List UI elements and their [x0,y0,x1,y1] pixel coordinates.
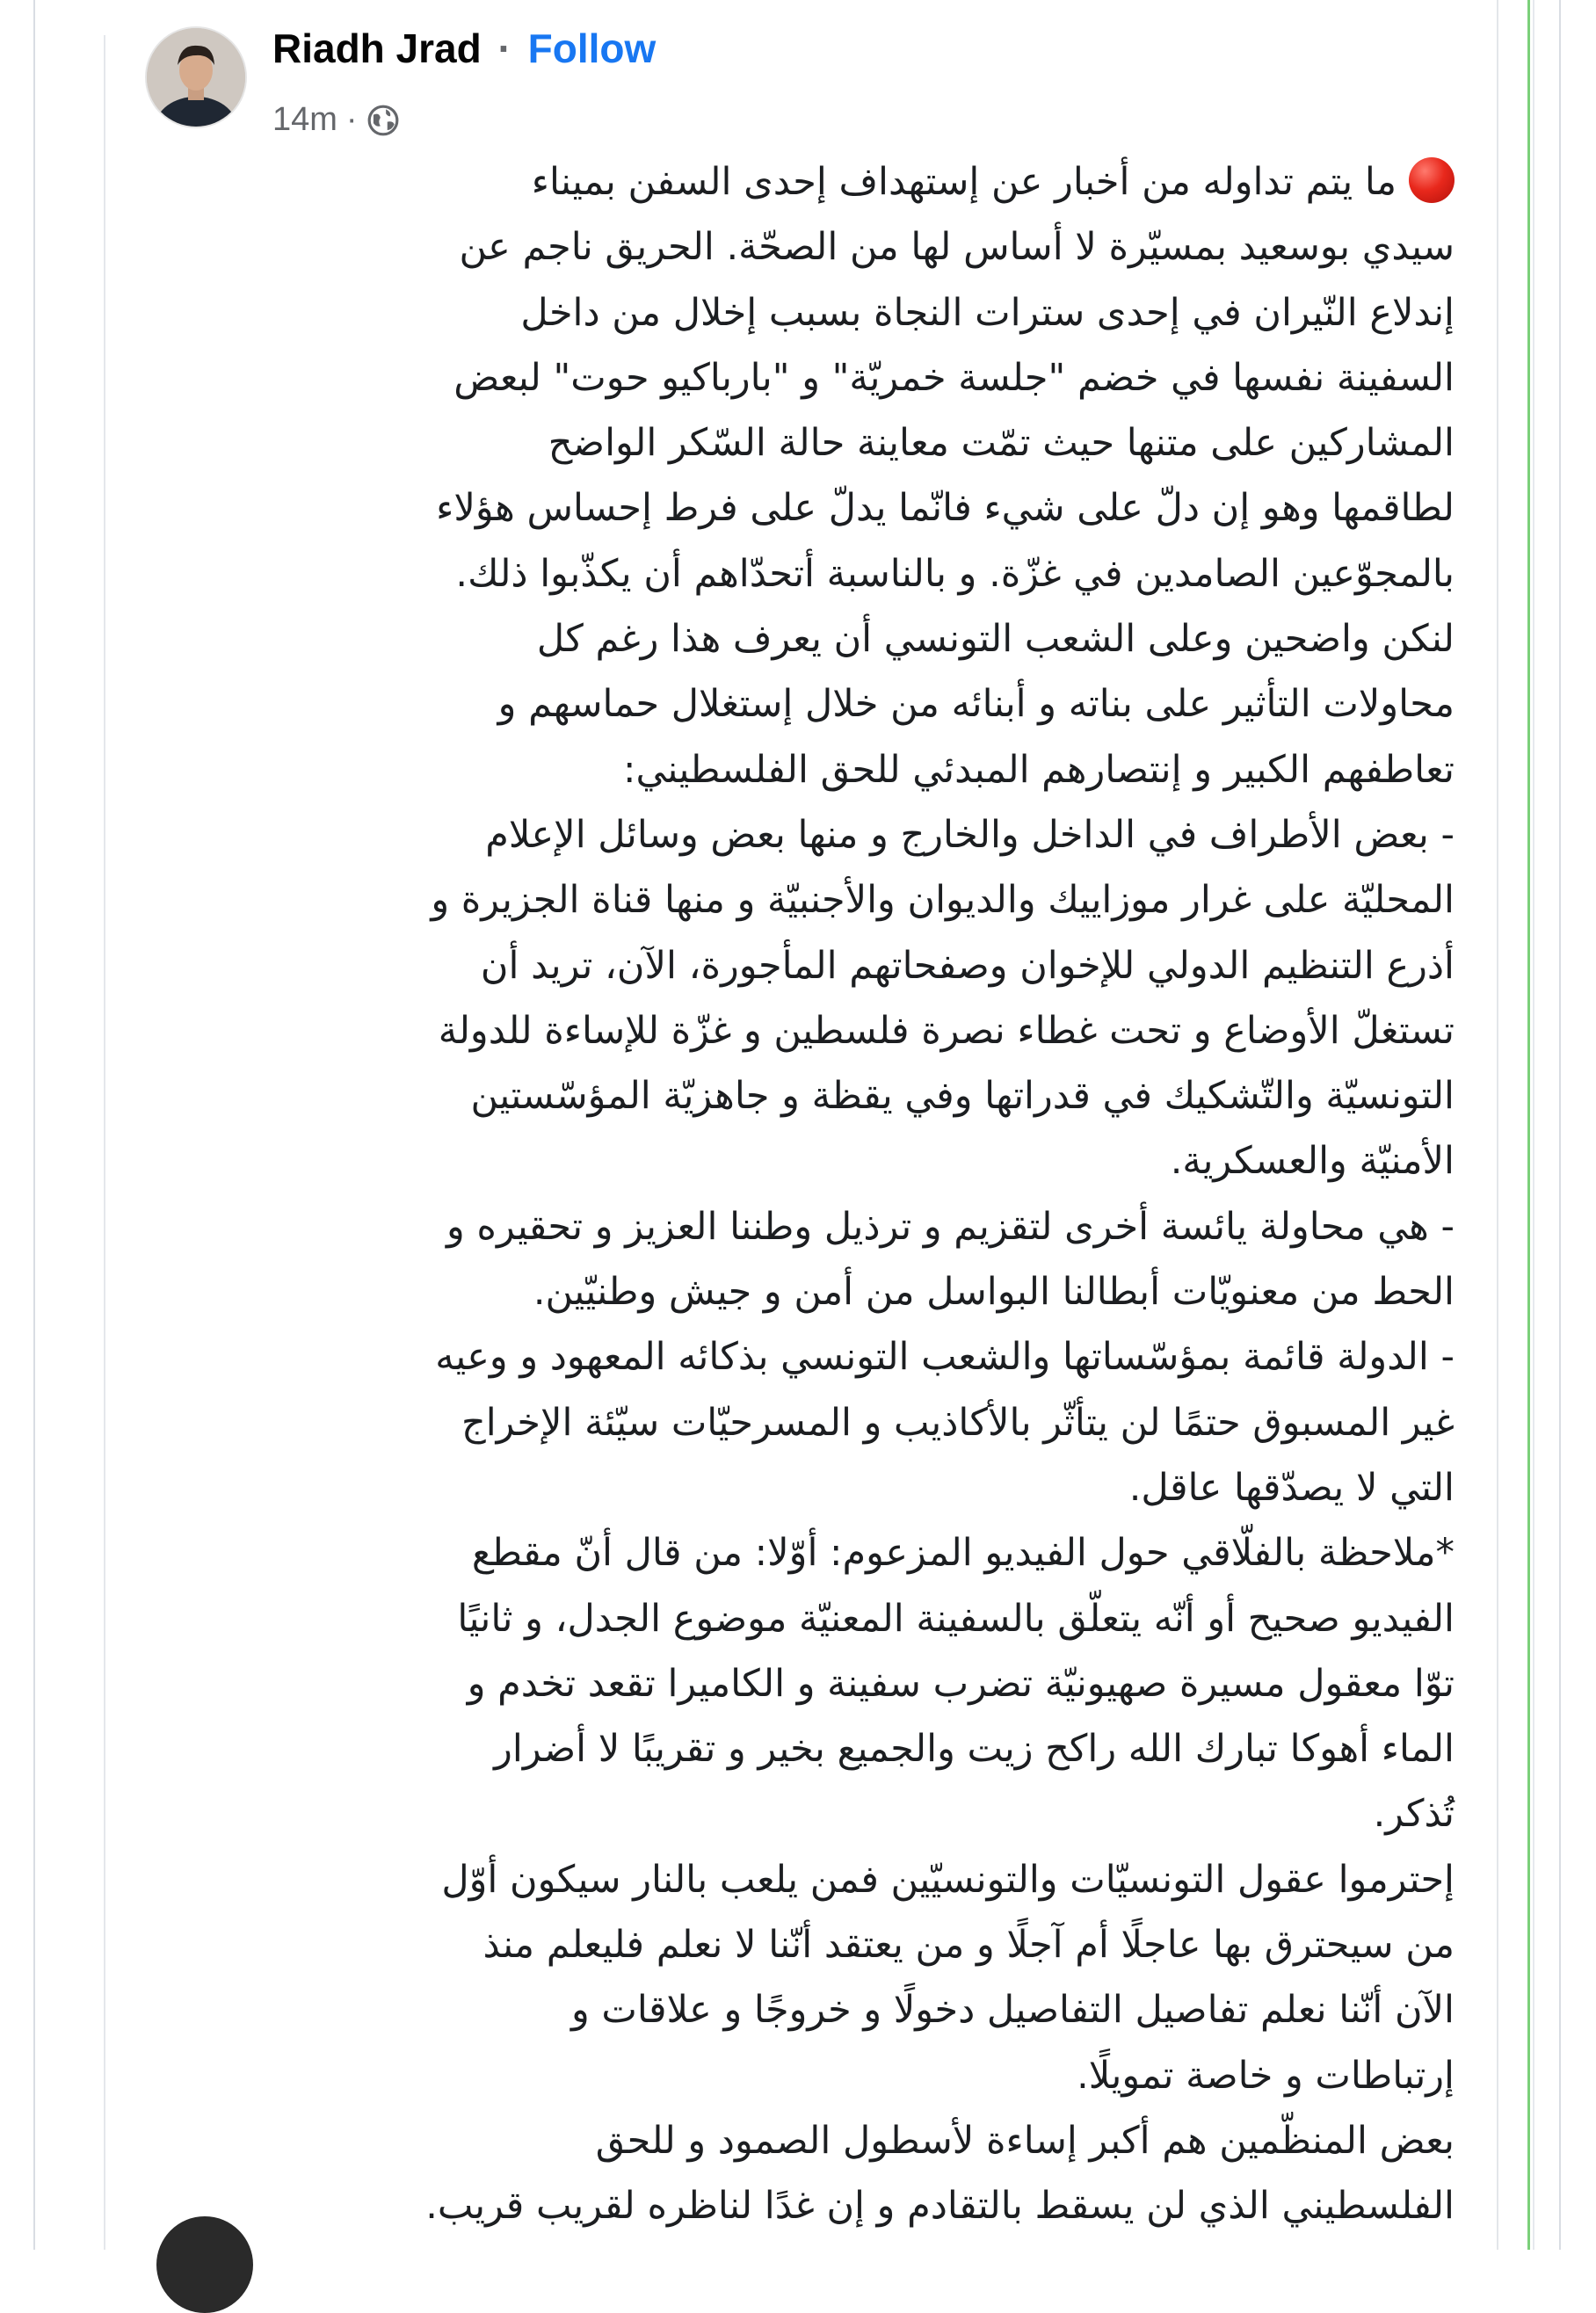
post-text-line [154,802,1455,867]
post-text-line [154,2043,1455,2108]
post-text-line-content: الآن أنّنا نعلم تفاصيل التفاصيل دخولًا و خروجًا و علاقات و [570,1988,1455,2033]
post-meta [272,101,400,139]
right-frame-border-inner [1497,0,1498,2250]
post-text-line [154,933,1455,998]
post-text-line [154,737,1455,802]
post-text-line-content: - بعض الأطراف في الداخل والخارج و منها بعض وسائل الإعلام [485,812,1455,857]
post-text-line [154,998,1455,1063]
post-text-line [154,1586,1455,1651]
follow-button[interactable]: Follow [527,25,657,71]
name-separator: · [497,25,511,71]
post-text-line [154,867,1455,932]
post-text-line [154,2173,1455,2238]
red-circle-icon [1409,157,1455,203]
post-text-line-content: بالمجوّعين الصامدين في غزّة. و بالناسبة أتحدّاهم أن يكذّبوا ذلك. [455,551,1455,596]
post-text-line [154,1063,1455,1128]
post-text-line [154,1781,1455,1846]
post-text-line-content: الحط من معنويّات أبطالنا البواسل من أمن و جيش وطنيّين. [533,1270,1455,1315]
right-frame-border [1559,0,1561,2250]
post-text-line-content: المشاركين على متنها حيث تمّت معاينة حالة السّكر الواضح [548,421,1455,466]
post-text-line [154,2108,1455,2173]
meta-separator: · [345,101,358,138]
post-text-line [154,345,1455,410]
avatar-image [147,28,245,127]
author-avatar[interactable] [145,26,247,128]
post-text-line [154,1128,1455,1193]
post-text-line-content: - الدولة قائمة بمؤسّساتها والشعب التونسي بذكائه المعهود و وعيه [435,1335,1455,1380]
post-text-line-content: الماء أهوكا تبارك الله راكح زيت والجميع بخير و تقريبًا لا أضرار [494,1727,1455,1772]
globe-icon[interactable] [366,104,400,137]
post-text-line-content: تُذكر. [1373,1792,1455,1837]
post-text-line-content: *ملاحظة بالفلّاقي حول الفيديو المزعوم: أوّلا: من قال أنّ مقطع [471,1531,1455,1576]
post-text-line-content: الفيديو صحيح أو أنّه يتعلّق بالسفينة المعنيّة موضوع الجدل، و ثانيًا [457,1596,1455,1641]
post-text-line-content: لنكن واضحين وعلى الشعب التونسي أن يعرف هذا رغم كل [536,617,1455,662]
post-text-line-content: غير المسبوق حتمًا لن يتأثّر بالأكاذيب و المسرحيّات سيّئة الإخراج [461,1400,1455,1445]
post-text-line [154,1651,1455,1716]
post-text-line-content: من سيحترق بها عاجلًا أم آجلًا و من يعتقد أنّنا لا نعلم فليعلم منذ [482,1923,1455,1968]
post-text-line-content: التي لا يصدّقها عاقل. [1128,1465,1455,1510]
post-text-line [154,280,1455,345]
post-text-line [154,149,1455,214]
post-text-line-content: إندلاع النّيران في إحدى سترات النجاة بسبب إخلال من داخل [520,290,1455,335]
post-text-line [154,410,1455,475]
post-text-line [154,1324,1455,1389]
post-text-line [154,214,1455,279]
post-text-line-content: توّا معقول مسيرة صهيونيّة تضرب سفينة و الكاميرا تقعد تخدم و [467,1661,1455,1706]
post-text-line [154,1259,1455,1324]
post-text-line-content: ما يتم تداوله من أخبار عن إستهداف إحدى السفن بميناء [531,160,1396,204]
post-text-line-content: محاولات التأثير على بناته و أبنائه من خلال إستغلال حماسهم و [497,682,1455,727]
author-name[interactable]: Riadh Jrad [272,25,482,71]
post-text-line-content: سيدي بوسعيد بمسيّرة لا أساس لها من الصحّة. الحريق ناجم عن [459,225,1455,270]
post-text-line [154,1847,1455,1912]
post-text-line-content: لطاقمها وهو إن دلّ على شيء فانّما يدلّ على فرط إحساس هؤلاء [436,486,1455,531]
post-text-line [154,1455,1455,1520]
post-text-line [154,1716,1455,1781]
post-text-line [154,671,1455,736]
post-text-line [154,606,1455,671]
post-text-line-content: تعاطفهم الكبير و إنتصارهم المبدئي للحق الفلسطيني: [623,747,1455,792]
post-text-line [154,475,1455,540]
post-text-line [154,1977,1455,2042]
post-text-line-content: بعض المنظّمين هم أكبر إساءة لأسطول الصمود و للحق [595,2118,1455,2163]
right-frame-border-mid [1533,0,1534,2250]
left-frame-border [33,0,35,2250]
post-text-line-content: إحترموا عقول التونسيّات والتونسيّين فمن يلعب بالنار سيكون أوّل [441,1857,1455,1902]
next-post-avatar[interactable] [156,2216,253,2313]
post-text-line-content: الفلسطيني الذي لن يسقط بالتقادم و إن غدًا لناظره لقريب قريب. [425,2184,1455,2229]
post-text-line [154,1390,1455,1455]
post-text-line-content: السفينة نفسها في خضم "جلسة خمريّة" و "بارباكيو حوت" لبعض [453,355,1455,400]
green-edge-strip [1527,0,1530,2250]
post-text-line-content: الأمنيّة والعسكرية. [1170,1139,1455,1184]
post-text-line-content: - هي محاولة يائسة أخرى لتقزيم و ترذيل وطننا العزيز و تحقيره و [446,1204,1455,1249]
post-text-line [154,1912,1455,1977]
post-text-line [154,541,1455,606]
post-header [145,18,1200,138]
post-text-line-content: المحليّة على غرار موزاييك والديوان والأجنبيّة و منها قناة الجزيرة و [431,878,1455,923]
inner-left-border [104,35,105,2250]
post-text-line [154,1194,1455,1259]
post-timestamp[interactable]: 14m [272,101,337,138]
post-text [154,149,1455,2239]
post-text-line-content: تستغلّ الأوضاع و تحت غطاء نصرة فلسطين و غزّة للإساءة للدولة [438,1008,1455,1053]
post-text-line-content: التونسيّة والتّشكيك في قدراتها وفي يقظة و جاهزيّة المؤسّستين [470,1074,1455,1119]
author-line [272,26,656,70]
post-text-line-content: إرتباطات و خاصة تمويلًا. [1077,2053,1455,2098]
post-text-line [154,1520,1455,1585]
post-text-line-content: أذرع التنظيم الدولي للإخوان وصفحاتهم المأجورة، الآن، تريد أن [480,943,1455,988]
